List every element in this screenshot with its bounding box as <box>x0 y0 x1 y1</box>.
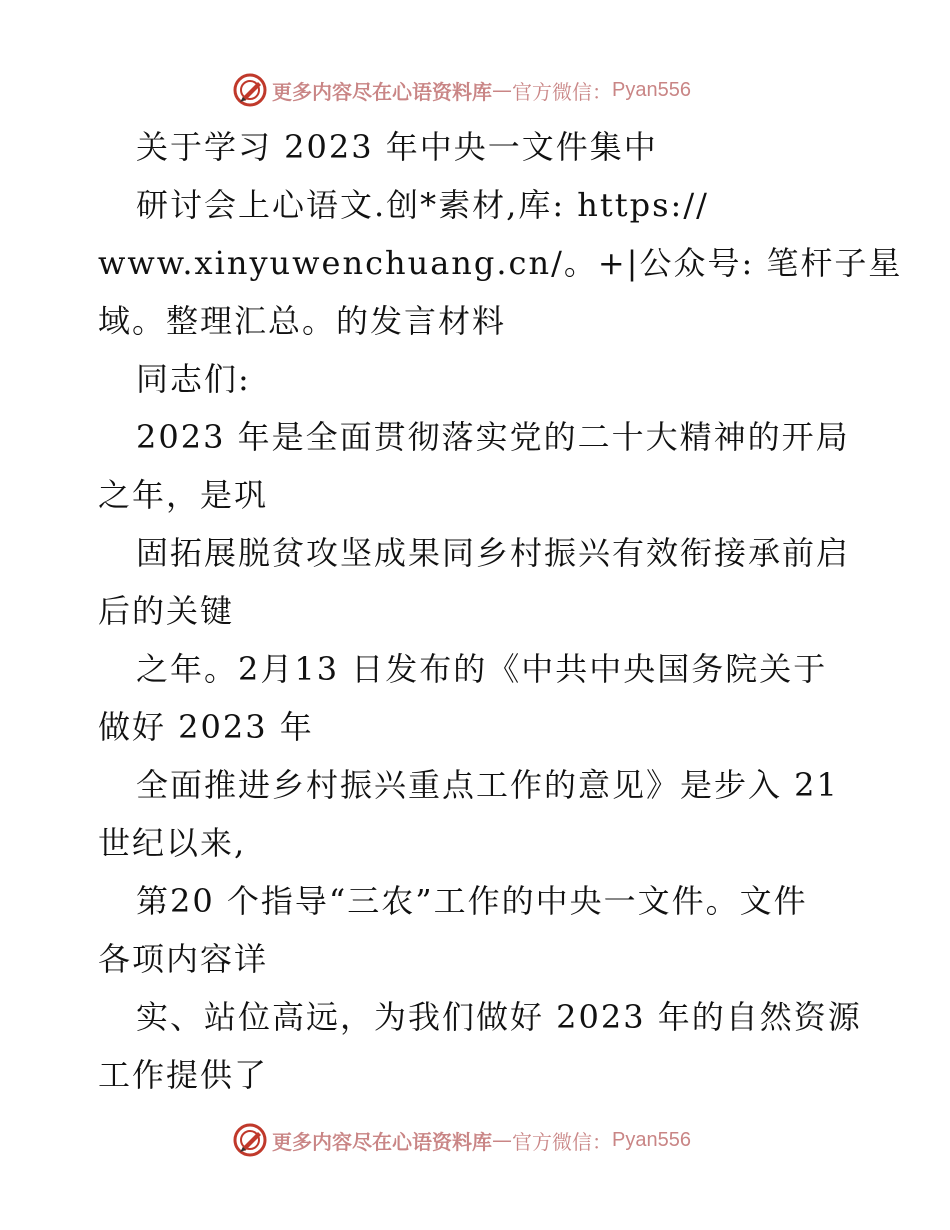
text-line: 做好 2023 年 <box>98 708 314 746</box>
banner-wechat-id: Pyan556 <box>612 1128 691 1151</box>
text-line: 后的关键 <box>98 592 235 630</box>
banner-wechat-id: Pyan556 <box>612 78 691 101</box>
text-line: 之年。2月13 日发布的《中共中央国务院关于 <box>136 650 828 688</box>
text-line: 世纪以来, <box>98 824 247 862</box>
logo-icon <box>232 1122 268 1158</box>
banner-brand: 更多内容尽在心语资料库 <box>272 79 492 104</box>
banner-separator: — <box>492 1128 512 1152</box>
header-banner <box>232 70 752 110</box>
text-line: www.xinyuwenchuang.cn/。+|公众号: 笔杆子星 <box>98 244 903 282</box>
text-line: 全面推进乡村振兴重点工作的意见》是步入 21 <box>136 766 839 804</box>
text-line: 各项内容详 <box>98 940 269 978</box>
banner-wechat-label: 官方微信： <box>512 79 612 104</box>
banner-brand: 更多内容尽在心语资料库 <box>272 1129 492 1154</box>
text-line: 研讨会上心语文.创*素材,库: https:// <box>136 186 709 224</box>
text-line: 域。整理汇总。的发言材料 <box>98 302 507 340</box>
text-line: 实、站位高远，为我们做好 2023 年的自然资源 <box>136 998 862 1036</box>
text-line: 固拓展脱贫攻坚成果同乡村振兴有效衔接承前启 <box>136 534 851 572</box>
footer-banner <box>232 1120 752 1160</box>
banner-wechat-label: 官方微信： <box>512 1129 612 1154</box>
text-line: 工作提供了 <box>98 1056 269 1094</box>
logo-icon <box>232 72 268 108</box>
text-line: 关于学习 2023 年中央一文件集中 <box>136 128 658 166</box>
text-line: 第20 个指导“三农”工作的中央一文件。文件 <box>136 882 808 920</box>
text-line: 同志们: <box>136 360 251 398</box>
text-line: 2023 年是全面贯彻落实党的二十大精神的开局 <box>136 418 850 456</box>
text-line: 之年，是巩 <box>98 476 269 514</box>
banner-separator: — <box>492 78 512 102</box>
